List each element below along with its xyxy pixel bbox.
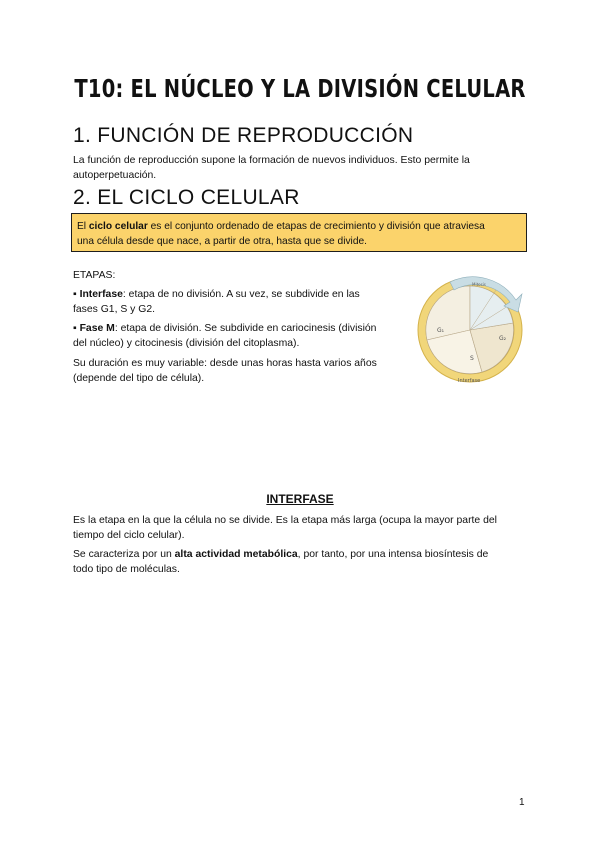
reproduccion-line-1: La función de reproducción supone la formación de nuevos individuos. Esto permite la	[73, 155, 470, 166]
reproduccion-paragraph	[73, 153, 470, 183]
interfase-item-line-2: fases G1, S y G2.	[73, 304, 156, 315]
label-mitosis: Mitosis	[472, 282, 486, 287]
section-heading-reproduccion: 1. FUNCIÓN DE REPRODUCCIÓN	[73, 124, 414, 147]
fasem-item-line-2: del núcleo) y citocinesis (división del citoplasma).	[73, 338, 300, 349]
definition-rest: es el conjunto ordenado de etapas de crecimiento y división que atraviesa	[147, 221, 485, 232]
interfase-paragraph-1	[73, 513, 497, 543]
interfase-term: Interfase	[79, 289, 123, 300]
label-interfase: Interfase	[458, 378, 481, 384]
reproduccion-line-2: autoperpetuación.	[73, 170, 157, 181]
duracion-line-1: Su duración es muy variable: desde unas horas hasta varios años	[73, 358, 377, 369]
fasem-desc: : etapa de división. Se subdivide en cariocinesis (división	[114, 323, 377, 334]
section-heading-ciclo: 2. EL CICLO CELULAR	[73, 186, 300, 209]
definition-line-2: una célula desde que nace, a partir de otra, hasta que se divide.	[77, 236, 367, 247]
duracion-paragraph	[73, 356, 377, 386]
interfase-p2-line-2: todo tipo de moléculas.	[73, 564, 180, 575]
interfase-p2-bold: alta actividad metabólica	[174, 549, 298, 560]
page-title: T10: EL NÚCLEO Y LA DIVISIÓN CELULAR	[74, 74, 526, 103]
definition-line-1	[77, 219, 521, 234]
interfase-p1-line-2: tiempo del ciclo celular).	[73, 530, 185, 541]
duracion-line-2: (depende del tipo de célula).	[73, 373, 205, 384]
fasem-item-line-1	[73, 321, 376, 336]
label-g1: G₁	[437, 327, 445, 334]
interfase-paragraph-2	[73, 547, 488, 577]
definition-box	[71, 213, 527, 252]
label-s: S	[470, 355, 474, 362]
fasem-item	[73, 321, 376, 351]
cell-cycle-diagram	[410, 268, 530, 388]
interfase-item	[73, 287, 360, 317]
interfase-p2-pre: Se caracteriza por un	[73, 549, 175, 560]
interfase-p1-line-1: Es la etapa en la que la célula no se divide. Es la etapa más larga (ocupa la mayor parte del	[73, 515, 497, 526]
definition-term: ciclo celular	[88, 221, 148, 232]
page-number: 1	[519, 797, 525, 808]
bullet-icon: ▪	[73, 323, 77, 334]
fasem-term: Fase M	[79, 323, 115, 334]
interfase-p2-line-1	[73, 547, 488, 562]
definition-pre: El	[77, 221, 89, 232]
interfase-desc: : etapa de no división. A su vez, se subdivide en las	[122, 289, 360, 300]
interfase-item-line-1	[73, 287, 360, 302]
interfase-p2-rest: , por tanto, por una intensa biosíntesis de	[297, 549, 489, 560]
bullet-icon: ▪	[73, 289, 77, 300]
etapas-label: ETAPAS:	[73, 270, 116, 281]
label-g2: G₂	[499, 335, 507, 342]
interfase-heading: INTERFASE	[266, 492, 334, 506]
